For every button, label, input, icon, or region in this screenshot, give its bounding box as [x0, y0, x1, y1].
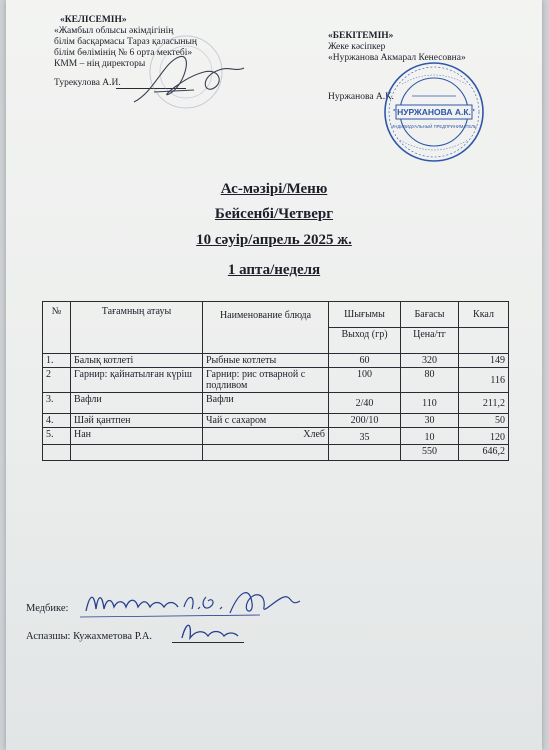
row-name-kz: Шәй қантпен — [71, 414, 203, 428]
approval-left-signer: Турекулова А.И. — [54, 78, 121, 88]
row-name-kz: Гарнир: қайнатылған күріш — [71, 368, 203, 393]
row-output: 100 — [329, 368, 401, 393]
table-total-row — [43, 445, 509, 461]
menu-table — [42, 301, 509, 461]
table-row — [43, 368, 509, 393]
row-output: 60 — [329, 354, 401, 368]
week-title: 1 апта/неделя — [227, 262, 321, 278]
row-price: 320 — [401, 354, 459, 368]
cook-signature — [176, 616, 256, 646]
header-price: Бағасы — [401, 302, 459, 328]
header-price-sub: Цена/тг — [401, 328, 459, 354]
approval-left-line1: «Жамбыл облысы әкімдігінің — [54, 26, 174, 36]
approval-left-line2: білім басқармасы Тараз қаласының — [54, 37, 197, 47]
row-price: 110 — [401, 393, 459, 414]
row-name-ru: Гарнир: рис отварной с подливом — [203, 368, 329, 393]
table-row — [43, 414, 509, 428]
row-output: 2/40 — [329, 393, 401, 414]
row-num: 3. — [43, 393, 71, 414]
table-header-row — [43, 302, 509, 328]
row-name-ru: Хлеб — [203, 428, 329, 445]
document-sheet — [6, 0, 542, 750]
approval-right-line2: «Нуржанова Акмарал Кенесовна» — [328, 53, 466, 63]
row-name-kz: Вафли — [71, 393, 203, 414]
row-num: 5. — [43, 428, 71, 445]
day-title: Бейсенбі/Четверг — [214, 206, 334, 222]
header-kcal-sub — [459, 328, 509, 354]
total-kcal: 646,2 — [459, 445, 509, 461]
row-kcal: 120 — [459, 428, 509, 445]
row-kcal: 211,2 — [459, 393, 509, 414]
entrepreneur-stamp — [382, 60, 486, 164]
approval-left-line3: білім бөлімінің № 6 орта мектебі» — [54, 48, 193, 58]
left-seal-signature — [124, 32, 254, 122]
stamp-sub-text: ИНДИВИДУАЛЬНЫЙ ПРЕДПРИНИМАТЕЛЬ — [391, 124, 477, 129]
row-num: 2 — [43, 368, 71, 393]
row-num: 4. — [43, 414, 71, 428]
header-kcal: Ккал — [459, 302, 509, 328]
table-row — [43, 354, 509, 368]
approval-left-line4: КММ – нің директоры — [54, 59, 146, 69]
nurse-label: Медбике: — [26, 603, 69, 614]
row-kcal: 50 — [459, 414, 509, 428]
table-row — [43, 428, 509, 445]
header-output-sub: Выход (гр) — [329, 328, 401, 354]
table-row — [43, 393, 509, 414]
approval-right-signer: Нуржанова А.К. — [328, 92, 394, 102]
row-num: 1. — [43, 354, 71, 368]
row-output: 200/10 — [329, 414, 401, 428]
row-name-ru: Чай с сахаром — [203, 414, 329, 428]
cook-label: Аспазшы: Кужахметова Р.А. — [26, 631, 153, 642]
total-price: 550 — [401, 445, 459, 461]
row-price: 10 — [401, 428, 459, 445]
menu-title: Ас-мәзірі/Меню — [220, 181, 328, 197]
stamp-name-text: "НУРЖАНОВА А.К." — [393, 107, 475, 117]
row-price: 80 — [401, 368, 459, 393]
approval-right-line1: Жеке кәсіпкер — [328, 42, 386, 52]
header-name-kz: Тағамның атауы — [71, 302, 203, 354]
date-title: 10 сәуір/апрель 2025 ж. — [196, 232, 352, 248]
row-name-ru: Рыбные котлеты — [203, 354, 329, 368]
row-output: 35 — [329, 428, 401, 445]
row-kcal: 116 — [459, 368, 509, 393]
approval-left-title: «КЕЛІСЕМІН» — [60, 15, 127, 25]
row-name-kz: Балық котлеті — [71, 354, 203, 368]
row-name-kz: Нан — [71, 428, 203, 445]
approval-right-title: «БЕКІТЕМІН» — [328, 31, 394, 41]
row-price: 30 — [401, 414, 459, 428]
row-name-ru: Вафли — [203, 393, 329, 414]
row-kcal: 149 — [459, 354, 509, 368]
header-output: Шығымы — [329, 302, 401, 328]
header-num: № — [43, 302, 71, 354]
header-name-ru: Наименование блюда — [203, 302, 329, 354]
